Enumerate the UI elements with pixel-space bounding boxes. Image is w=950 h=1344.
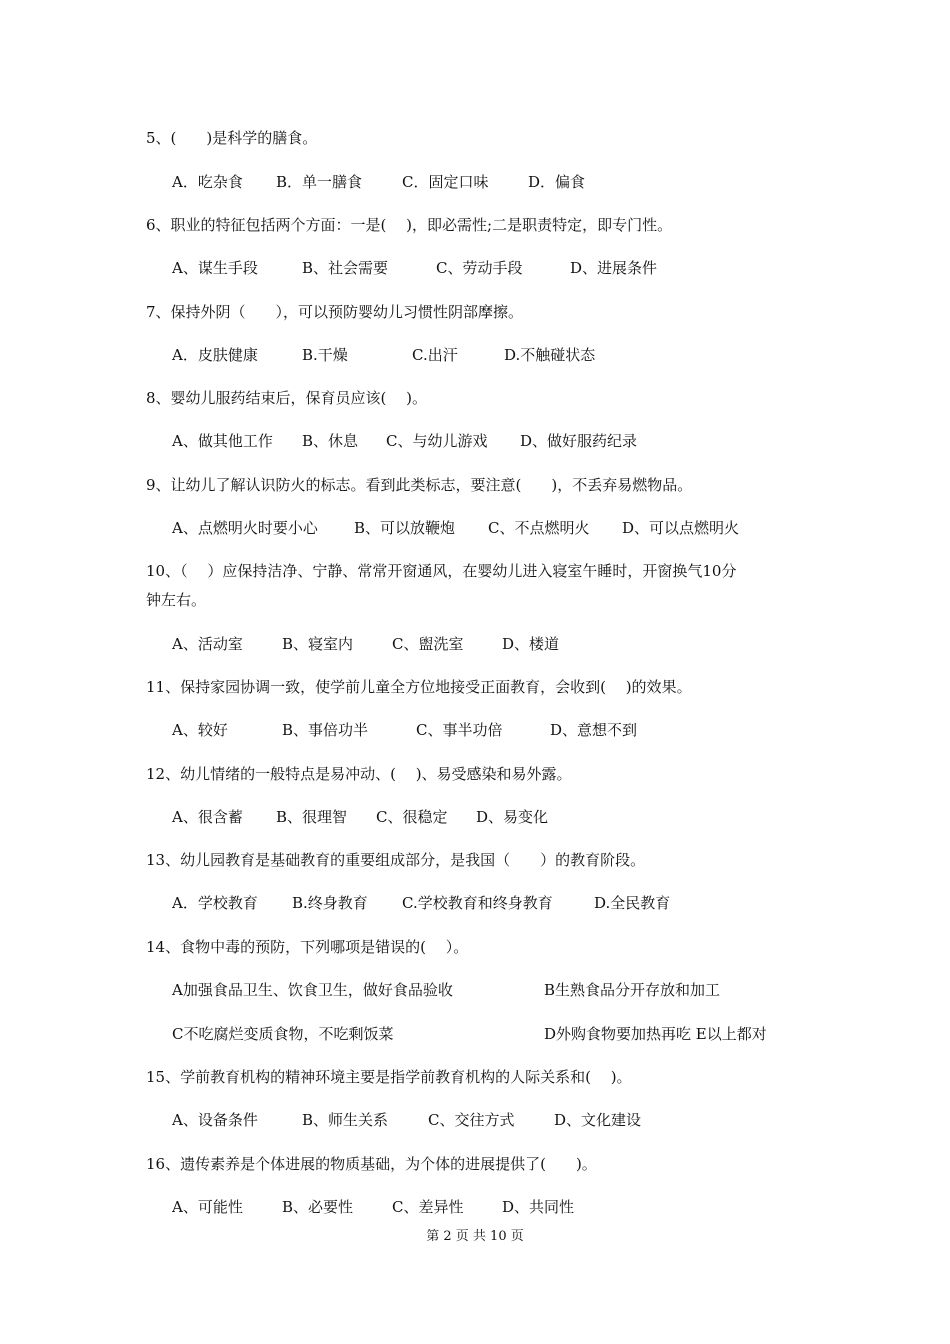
option-b: B、社会需要 [302,259,389,277]
options-15 [172,1110,641,1130]
option-14-b: B生熟食品分开存放和加工 [544,981,721,999]
option-b: B.干燥 [302,346,348,364]
question-12: 12、幼儿情绪的一般特点是易冲动、( )、易受感染和易外露。 [146,765,572,783]
option-c: C、劳动手段 [436,259,523,277]
options-8 [172,431,637,451]
option-a: A．皮肤健康 [172,346,258,364]
option-b: B、可以放鞭炮 [354,519,456,537]
option-a: A、谋生手段 [172,259,258,277]
option-a: A．学校教育 [172,894,258,912]
option-d: D、可以点燃明火 [622,519,740,537]
option-d: D、易变化 [476,808,549,826]
question-8: 8、婴幼儿服药结束后，保育员应该( )。 [146,389,428,407]
option-b: B、寝室内 [282,635,354,653]
question-9: 9、让幼儿了解认识防火的标志。看到此类标志，要注意( )，不丢弃易燃物品。 [146,476,693,494]
option-d: D、文化建设 [554,1111,642,1129]
option-d: D、进展条件 [570,259,658,277]
question-14: 14、食物中毒的预防，下列哪项是错误的( ）。 [146,938,469,956]
option-a: A、很含蓄 [172,808,243,826]
options-10 [172,634,559,654]
option-a: A、点燃明火时要小心 [172,519,318,537]
question-6: 6、职业的特征包括两个方面：一是( )，即必需性;二是职责特定，即专门性。 [146,216,673,234]
options-9 [172,518,739,538]
question-10-continued: 钟左右。 [146,591,207,609]
options-12 [172,807,548,827]
option-b: B.终身教育 [292,894,368,912]
option-c: C、差异性 [392,1198,464,1216]
option-c: C、不点燃明火 [488,519,590,537]
question-13: 13、幼儿园教育是基础教育的重要组成部分，是我国（ ）的教育阶段。 [146,851,646,869]
option-b: B、必要性 [282,1198,354,1216]
options-11 [172,720,637,740]
option-a: A．吃杂食 [172,173,243,191]
option-c: C.出汗 [412,346,458,364]
option-c: C、盥洗室 [392,635,464,653]
option-14-a: A加强食品卫生、饮食卫生，做好食品验收 [172,981,453,999]
option-a: A、较好 [172,721,228,739]
option-d: D.不触碰状态 [504,346,596,364]
question-11: 11、保持家园协调一致，使学前儿童全方位地接受正面教育，会收到( )的效果。 [146,678,692,696]
option-a: A、设备条件 [172,1111,258,1129]
options-13 [172,893,670,913]
option-d: D、楼道 [502,635,560,653]
option-14-d: D外购食物要加热再吃 E以上都对 [544,1025,767,1043]
option-c: C．固定口味 [402,173,489,191]
option-c: C、很稳定 [376,808,448,826]
options-16 [172,1197,574,1217]
option-b: B、事倍功半 [282,721,369,739]
question-10: 10、（ ）应保持洁净、宁静、常常开窗通风，在婴幼儿进入寝室午睡时，开窗换气10分 [146,562,737,580]
question-7: 7、保持外阴（ ），可以预防婴幼儿习惯性阴部摩擦。 [146,303,524,321]
option-a: A、做其他工作 [172,432,273,450]
question-5: 5、( )是科学的膳食。 [146,129,318,147]
options-6 [172,258,657,278]
option-d: D、做好服药纪录 [520,432,638,450]
question-15: 15、学前教育机构的精神环境主要是指学前教育机构的人际关系和( )。 [146,1068,632,1086]
option-d: D、共同性 [502,1198,575,1216]
option-b: B．单一膳食 [276,173,363,191]
option-d: D．偏食 [528,173,586,191]
options-5 [172,172,585,192]
page-footer: 第 2 页 共 10 页 [426,1229,524,1244]
question-16: 16、遗传素养是个体进展的物质基础，为个体的进展提供了( )。 [146,1155,597,1173]
option-c: C、事半功倍 [416,721,503,739]
option-b: B、很理智 [276,808,348,826]
option-b: B、休息 [302,432,359,450]
option-c: C.学校教育和终身教育 [402,894,553,912]
option-14-c: C不吃腐烂变质食物，不吃剩饭菜 [172,1025,394,1043]
option-a: A、可能性 [172,1198,243,1216]
option-c: C、与幼儿游戏 [386,432,488,450]
options-7 [172,345,595,365]
option-d: D.全民教育 [594,894,671,912]
option-b: B、师生关系 [302,1111,389,1129]
option-c: C、交往方式 [428,1111,515,1129]
option-a: A、活动室 [172,635,243,653]
option-d: D、意想不到 [550,721,638,739]
